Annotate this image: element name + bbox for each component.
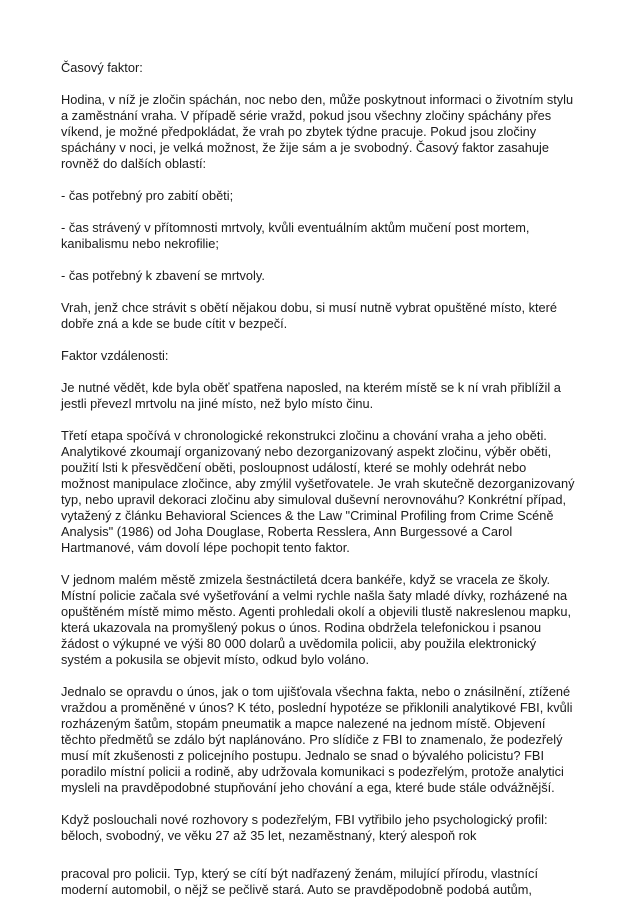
heading-distance-factor: Faktor vzdálenosti:: [61, 348, 169, 363]
heading-time-factor: Časový faktor:: [61, 60, 143, 75]
paragraph-profile: Když poslouchali nové rozhovory s podezřelým, FBI vytřibilo jeho psychologický profil: běloch, svobodný, ve věku 27 až 35 let, nezaměstnaný, který alespoň rok: [61, 812, 548, 843]
document-page: [61, 60, 581, 914]
list-item-time-with-body: - čas strávený v přítomnosti mrtvoly, kvůli eventuálním aktům mučení post mortem, kanibalismu nebo nekrofilie;: [61, 220, 530, 251]
list-item-time-to-kill: - čas potřebný pro zabití oběti;: [61, 188, 234, 203]
paragraph-case-disappearance: V jednom malém městě zmizela šestnáctiletá dcera bankéře, když se vracela ze školy. Místní policie začala své vyšetřování a velmi rychle našla šaty mladé dívky, rozházené na opuštěném místě mimo město. Agenti prohledali okolí a objevili tlustě nakreslenou mapku, která ukazovala na promyšlený pokus o únos. Rodina obdržela telefonickou i psanou žádost o výkupné ve výši 80 000 dolarů a uvědomila policii, aby použila elektronický systém a pokusila se objevit místo, odkud bylo voláno.: [61, 572, 572, 667]
paragraph-time-factor-intro: Hodina, v níž je zločin spáchán, noc nebo den, může poskytnout informaci o životním stylu a zaměstnání vraha. V případě série vražd, pokud jsou všechny zločiny spáchány přes víkend, je možné předpokládat, že vrah po zbytek týdne pracuje. Pokud jsou zločiny spáchány v noci, je velká možnost, že žije sám a je svobodný. Časový faktor zasahuje rovněž do dalších oblastí:: [61, 92, 574, 171]
paragraph-profile-continued: pracoval pro policii. Typ, který se cítí být nadřazený ženám, milující přírodu, vlastnící moderní automobil, o nějž se pečlivě stará. Auto se pravděpodobně podobá autům,: [61, 866, 539, 897]
paragraph-third-stage: Třetí etapa spočívá v chronologické rekonstrukci zločinu a chování vraha a jeho oběti. Analytikové zkoumají organizovaný nebo dezorganizovaný aspekt zločinu, výběr oběti, použití lsti k přesvědčení oběti, posloupnost událostí, které se mohly odehrát nebo možnost manipulace zločince, aby zmýlil vyšetřovatele. Je vrah skutečně dezorganizovaný typ, nebo upravil dekoraci zločinu aby simuloval duševní nerovnováhu? Konkrétní případ, vytažený z článku Behavioral Sciences & the Law "Criminal Profiling from Crime Scéně Analysis" (1986) od Joha Douglase, Roberta Resslera, Ann Burgessové a Carol Hartmanové, vám dovolí lépe pochopit tento faktor.: [61, 428, 575, 555]
list-item-time-to-dispose: - čas potřebný k zbavení se mrtvoly.: [61, 268, 265, 283]
paragraph-isolated-place: Vrah, jenž chce strávit s obětí nějakou dobu, si musí nutně vybrat opuštěné místo, které dobře zná a kde se bude cítit v bezpečí.: [61, 300, 558, 331]
paragraph-case-analysis: Jednalo se opravdu o únos, jak o tom ujišťovala všechna fakta, nebo o znásilnění, ztížené vraždou a proměněné v únos? K této, poslední hypotéze se přiklonili analytikové FBI, kvůli rozházeným šatům, stopám pneumatik a mapce nalezené na jednom místě. Objevení těchto předmětů se zdálo být naplánováno. Pro slídiče z FBI to znamenalo, že podezřelý musí mít zkušenosti z policejního postupu. Jednalo se snad o bývalého policistu? FBI poradilo místní policii a rodině, aby udržovala komunikaci s podezřelým, protože analytici mysleli na pravděpodobné stupňování jeho chování a ega, které bude stále odvážnější.: [61, 684, 573, 795]
paragraph-last-seen: Je nutné vědět, kde byla oběť spatřena naposled, na kterém místě se k ní vrah přiblížil a jestli převezl mrtvolu na jiné místo, než bylo místo činu.: [61, 380, 561, 411]
